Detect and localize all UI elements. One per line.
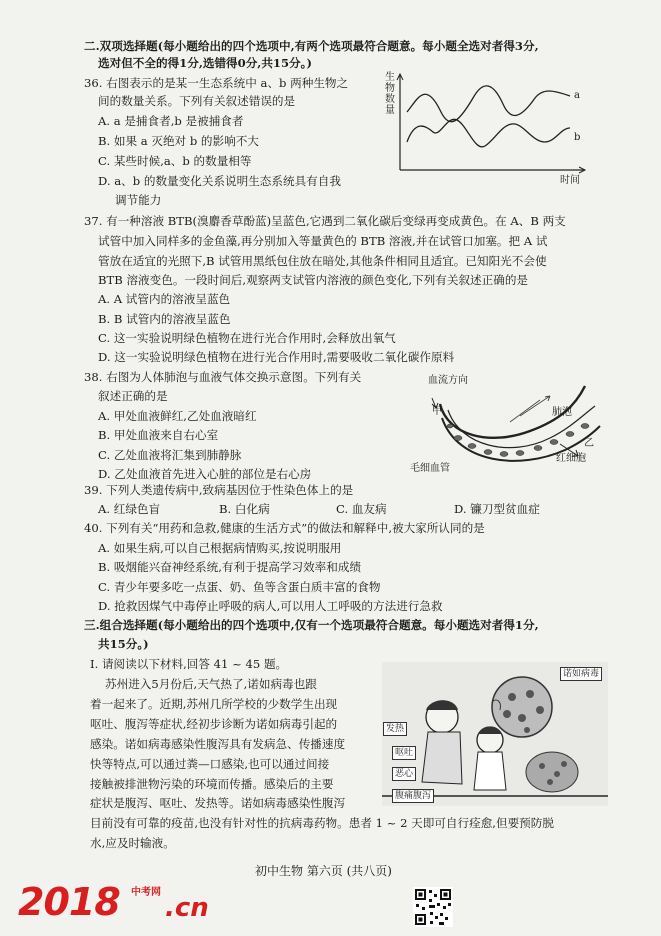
q36-option-d-line2: 调节能力 <box>115 193 162 207</box>
q37-stem-line3: 管放在适宜的光照下,B 试管用黑纸包住放在暗处,其他条件相同且适宜。已知阳光不会使 <box>98 254 547 268</box>
q38-option-a: A. 甲处血液鲜红,乙处血液暗红 <box>98 409 257 423</box>
label-vomit: 呕吐 <box>392 746 416 760</box>
virus-magnified <box>492 677 552 737</box>
graph-ylabel: 生物数量 <box>385 72 395 116</box>
curve-a <box>407 86 570 122</box>
label-alveolus: 肺泡 <box>552 407 572 418</box>
q36-option-b: B. 如果 a 灭绝对 b 的影响不大 <box>98 134 259 148</box>
virus-sample <box>526 752 578 792</box>
q36-option-c: C. 某些时候,a、b 的数量相等 <box>98 154 252 168</box>
q36-option-a: A. a 是捕食者,b 是被捕食者 <box>98 114 244 128</box>
child-body-right <box>474 752 506 790</box>
passage-line4: 感染。诺如病毒感染性腹泻具有发病急、传播速度 <box>90 737 346 751</box>
section2-title-line2: 选对但不全的得1分,选错得0分,共15分。) <box>98 56 312 70</box>
passage-line2: 着一起来了。近期,苏州几所学校的少数学生出现 <box>90 697 338 711</box>
q36-stem-line2: 间的数量关系。下列有关叙述错误的是 <box>98 94 296 108</box>
q39-option-b: B. 白化病 <box>219 502 270 516</box>
label-fever: 发热 <box>383 722 407 736</box>
child-body-left <box>422 732 462 784</box>
q37-option-a: A. A 试管内的溶液呈蓝色 <box>98 292 231 306</box>
q38-option-d: D. 乙处血液首先进入心脏的部位是右心房 <box>98 467 312 481</box>
watermark-domain: .cn <box>165 893 209 923</box>
passage-heading: Ⅰ. 请阅读以下材料,回答 41 ~ 45 题。 <box>90 657 288 671</box>
label-yi: 乙 <box>584 438 594 449</box>
q37-option-c: C. 这一实验说明绿色植物在进行光合作用时,会释放出氧气 <box>98 331 396 345</box>
passage-line8: 目前没有可靠的疫苗,也没有针对性的抗病毒药物。患者 1 ~ 2 天即可自行痊愈,但要预防脱 <box>90 816 554 830</box>
label-jia: 甲 <box>432 406 442 417</box>
qr-code <box>413 887 453 927</box>
norovirus-illustration <box>382 662 608 806</box>
q40-option-a: A. 如果生病,可以自己根据病情购买,按说明服用 <box>98 541 342 555</box>
passage-line5: 快等特点,可以通过粪—口感染,也可以通过间接 <box>90 757 330 771</box>
label-nausea: 恶心 <box>392 767 416 781</box>
graph-label-b: b <box>574 132 581 143</box>
q40-option-d: D. 抢救因煤气中毒停止呼吸的病人,可以用人工呼吸的方法进行急救 <box>98 599 443 613</box>
q39-option-a: A. 红绿色盲 <box>98 502 161 516</box>
passage-line9: 水,应及时输液。 <box>90 836 175 850</box>
label-norovirus: 诺如病毒 <box>560 667 602 681</box>
q37-option-d: D. 这一实验说明绿色植物在进行光合作用时,需要吸收二氧化碳作原料 <box>98 350 455 364</box>
q37-stem-line1: 37. 有一种溶液 BTB(溴麝香草酚蓝)呈蓝色,它遇到二氧化碳后变绿再变成黄色。在 A、B 两支 <box>84 214 566 228</box>
q39-option-c: C. 血友病 <box>336 502 387 516</box>
passage-line7: 症状是腹泻、呕吐、发热等。诺如病毒感染性腹泻 <box>90 796 346 810</box>
q38-stem-line2: 叙述正确的是 <box>98 389 168 403</box>
q38-stem-line1: 38. 右图为人体肺泡与血液气体交换示意图。下列有关 <box>84 370 362 384</box>
q40-option-b: B. 吸烟能兴奋神经系统,有利于提高学习效率和成绩 <box>98 560 362 574</box>
section3-title-line2: 共15分。) <box>98 637 149 651</box>
graph-xlabel: 时间 <box>560 175 580 186</box>
population-graph <box>385 70 600 185</box>
section3-title-line1: 三.组合选择题(每小题给出的四个选项中,仅有一个选项最符合题意。每小题选对者得1分, <box>84 618 539 632</box>
q40-stem: 40. 下列有关“用药和急救,健康的生活方式”的做法和解释中,被大家所认同的是 <box>84 521 485 535</box>
q38-option-b: B. 甲处血液来自右心室 <box>98 428 219 442</box>
q37-option-b: B. B 试管内的溶液呈蓝色 <box>98 312 231 326</box>
label-blood-flow: 血流方向 <box>428 375 468 386</box>
watermark-site: 中考网 <box>131 887 161 898</box>
q36-stem-line1: 36. 右图表示的是某一生态系统中 a、b 两种生物之 <box>84 76 349 90</box>
page-footer: 初中生物 第六页 (共八页) <box>255 864 392 878</box>
q39-stem: 39. 下列人类遗传病中,致病基因位于性染色体上的是 <box>84 483 354 497</box>
q37-stem-line2: 试管中加入同样多的金鱼藻,再分别加入等量黄色的 BTB 溶液,并在试管口加塞。把 A 试 <box>98 234 548 248</box>
q37-stem-line4: BTB 溶液变色。一段时间后,观察两支试管内溶液的颜色变化,下列有关叙述正确的是 <box>98 273 529 287</box>
passage-line3: 呕吐、腹泻等症状,经初步诊断为诺如病毒引起的 <box>90 717 338 731</box>
q39-option-d: D. 镰刀型贫血症 <box>454 502 540 516</box>
label-capillary: 毛细血管 <box>410 463 450 474</box>
q38-option-c: C. 乙处血液将汇集到肺静脉 <box>98 448 242 462</box>
passage-line1: 苏州进入5月份后,天气热了,诺如病毒也跟 <box>105 677 317 691</box>
label-abdominal-pain: 腹痛腹泻 <box>392 789 434 803</box>
section2-title-line1: 二.双项选择题(每小题给出的四个选项中,有两个选项最符合题意。每小题全选对者得3分, <box>84 39 539 53</box>
passage-line6: 接触被排泄物污染的环境而传播。感染后的主要 <box>90 777 334 791</box>
q36-option-d-line1: D. a、b 的数量变化关系说明生态系统具有自我 <box>98 174 341 188</box>
curve-b <box>407 119 570 147</box>
graph-label-a: a <box>574 90 580 101</box>
label-rbc: 红细胞 <box>556 453 586 464</box>
watermark-year: 2018 <box>18 880 120 924</box>
q40-option-c: C. 青少年要多吃一点蛋、奶、鱼等含蛋白质丰富的食物 <box>98 580 381 594</box>
